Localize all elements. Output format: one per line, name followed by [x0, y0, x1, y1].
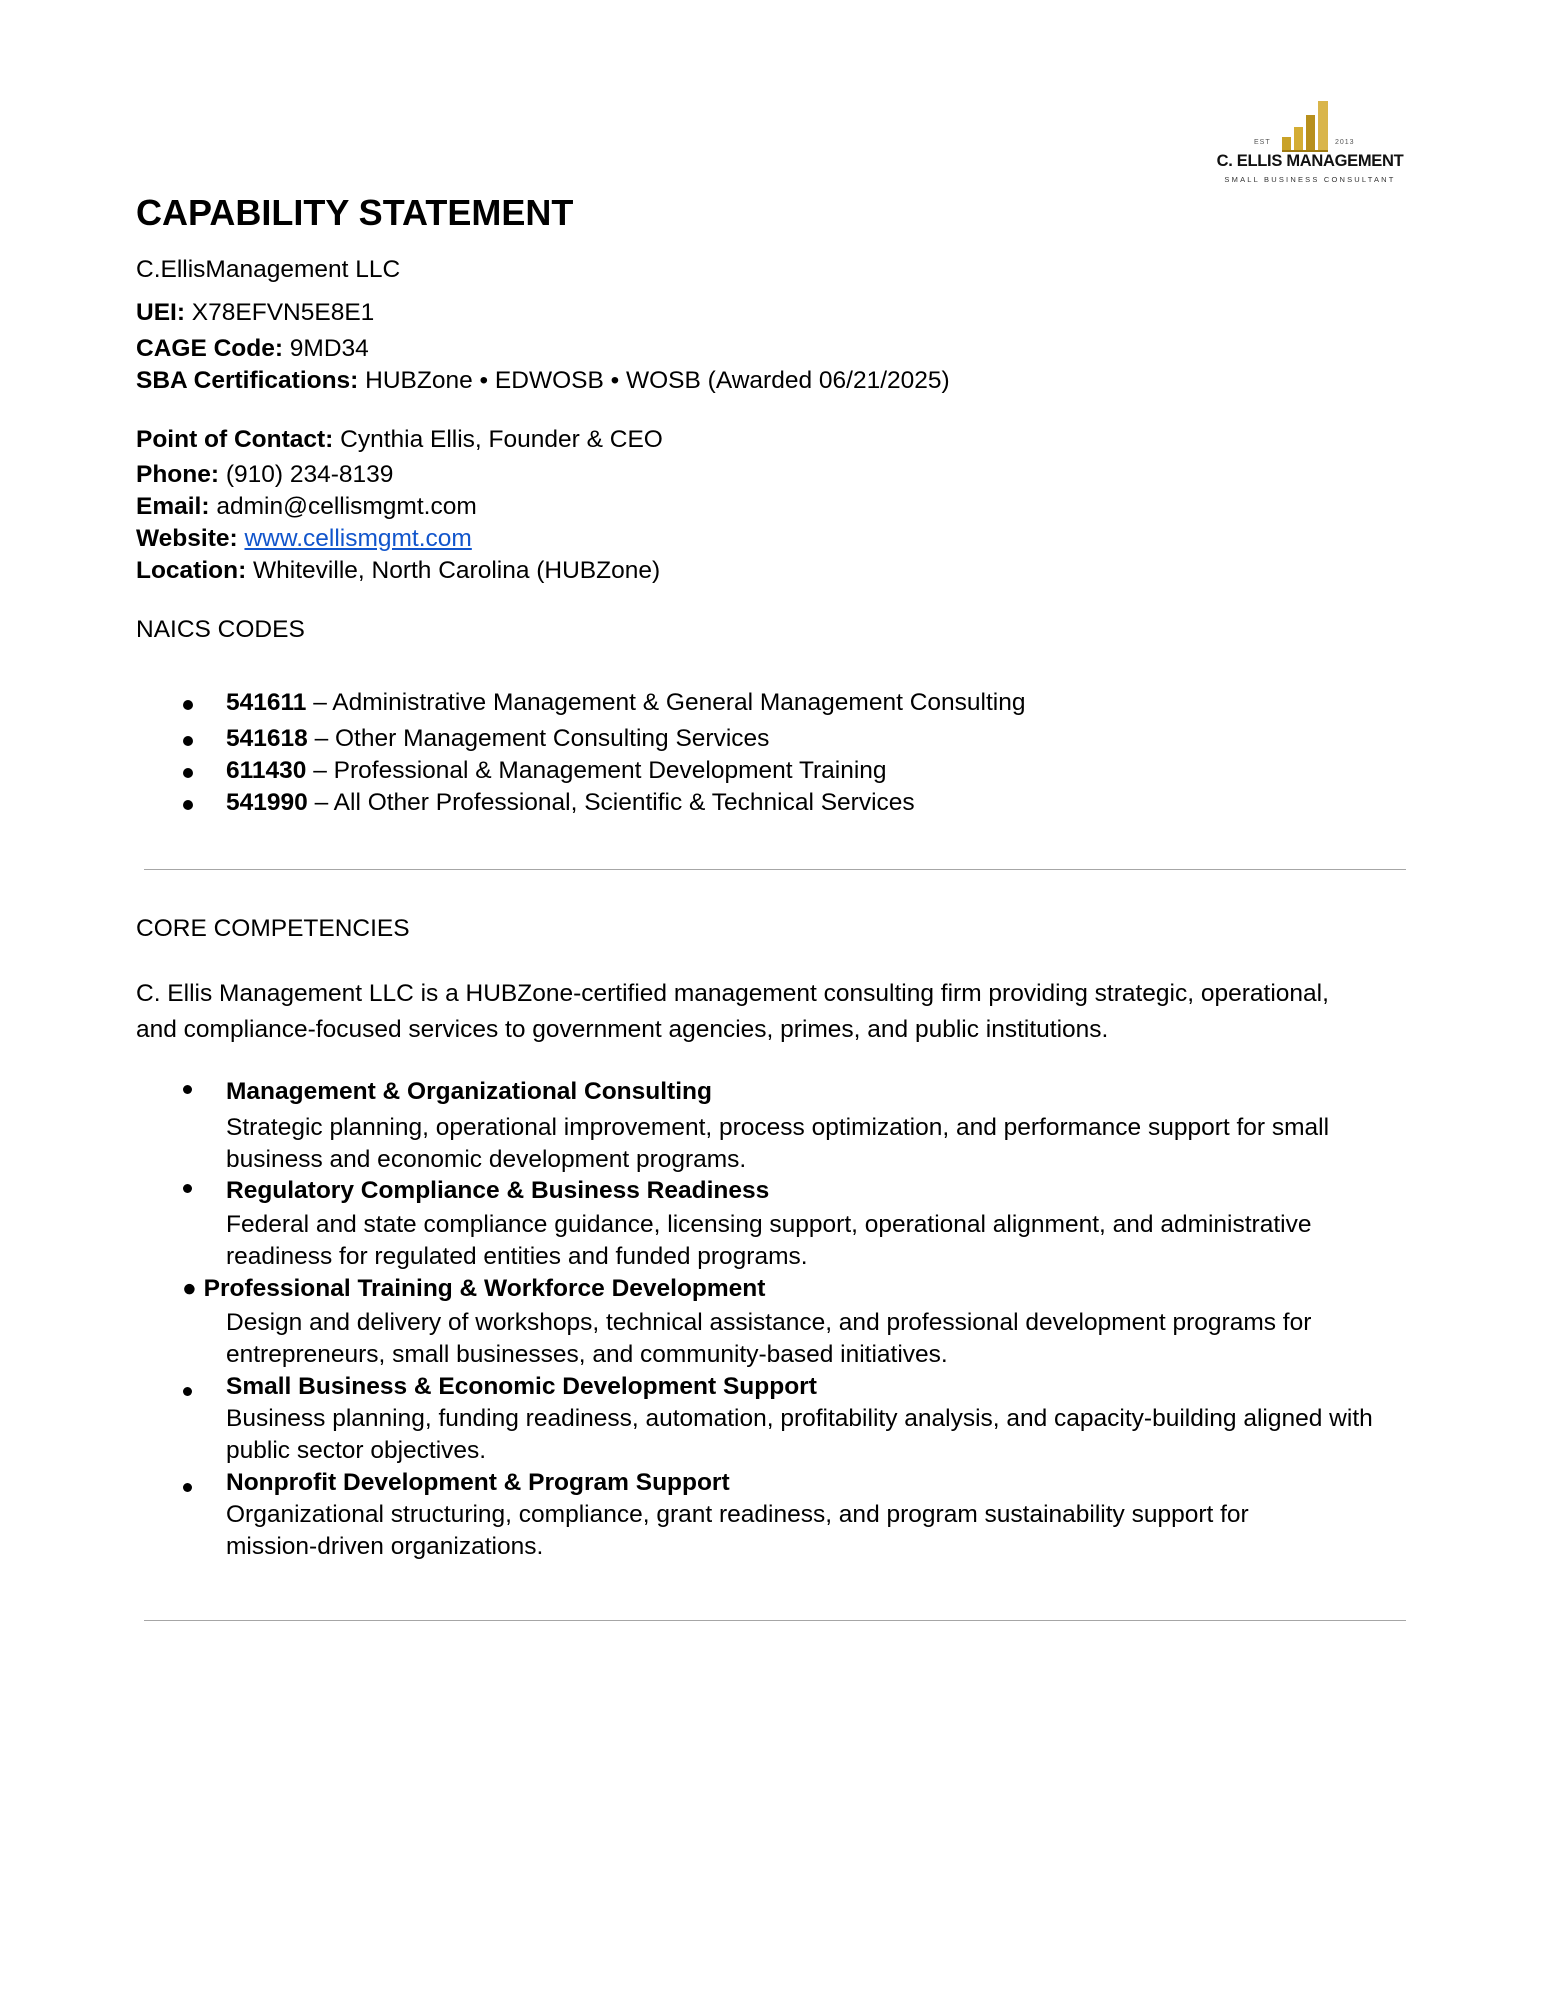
competency-title: Regulatory Compliance & Business Readiness: [226, 1177, 770, 1204]
competency-title: Small Business & Economic Development Support: [226, 1373, 817, 1400]
naics-desc: – Other Management Consulting Services: [307, 725, 770, 752]
phone-label: Phone:: [136, 461, 220, 488]
bullet-icon: [183, 1483, 192, 1492]
email-label: Email:: [136, 493, 210, 520]
poc-line: [136, 425, 663, 455]
naics-item: [226, 724, 769, 754]
competency-title: ● Professional Training & Workforce Development: [182, 1275, 766, 1302]
naics-desc: – Administrative Management & General Management Consulting: [306, 689, 1026, 716]
competency-desc-line1: Design and delivery of workshops, technical assistance, and professional development programs for: [226, 1309, 1312, 1336]
cage-label: CAGE Code:: [136, 335, 283, 362]
uei-value: X78EFVN5E8E1: [185, 299, 375, 326]
sba-label: SBA Certifications:: [136, 367, 359, 394]
poc-value: Cynthia Ellis, Founder & CEO: [333, 426, 663, 453]
core-intro-line2: and compliance-focused services to government agencies, primes, and public institutions.: [136, 1016, 1109, 1043]
cage-line: [136, 334, 369, 364]
competency-desc-line1: Organizational structuring, compliance, grant readiness, and program sustainability support for: [226, 1501, 1249, 1528]
phone-line: [136, 460, 393, 490]
core-intro-line1: C. Ellis Management LLC is a HUBZone-certified management consulting firm providing strategic, operational,: [136, 980, 1329, 1007]
competency-desc-line1: Business planning, funding readiness, automation, profitability analysis, and capacity-building aligned with: [226, 1405, 1373, 1432]
poc-label: Point of Contact:: [136, 426, 334, 453]
bullet-icon: [183, 1387, 192, 1396]
bar-chart-logo-icon: [1200, 95, 1420, 155]
naics-heading: NAICS CODES: [136, 616, 305, 643]
naics-code: 541618: [226, 725, 308, 752]
section-divider: [144, 1620, 1406, 1621]
sba-line: [136, 366, 950, 396]
location-value: Whiteville, North Carolina (HUBZone): [246, 557, 661, 584]
logo-est: EST: [1254, 139, 1271, 146]
bullet-icon: [183, 736, 193, 746]
competency-desc-line2: readiness for regulated entities and funded programs.: [226, 1243, 808, 1270]
bullet-icon: [183, 768, 193, 778]
bullet-icon: [183, 1184, 192, 1193]
naics-item: [226, 756, 887, 786]
competency-desc-line2: mission-driven organizations.: [226, 1533, 544, 1560]
sba-value: HUBZone • EDWOSB • WOSB (Awarded 06/21/2025): [358, 367, 950, 394]
uei-label: UEI:: [136, 299, 185, 326]
email-value: admin@cellismgmt.com: [209, 493, 477, 520]
bullet-icon: [183, 700, 193, 710]
competency-desc-line2: public sector objectives.: [226, 1437, 487, 1464]
naics-desc: – Professional & Management Development Training: [306, 757, 887, 784]
naics-code: 541611: [226, 689, 307, 716]
phone-value: (910) 234-8139: [219, 461, 394, 488]
section-divider: [144, 869, 1406, 870]
bullet-icon: [183, 800, 193, 810]
competency-desc-line1: Federal and state compliance guidance, licensing support, operational alignment, and administrative: [226, 1211, 1312, 1238]
competency-title: Nonprofit Development & Program Support: [226, 1469, 730, 1496]
location-line: [136, 556, 660, 586]
naics-code: 611430: [226, 757, 307, 784]
competency-desc-line2: entrepreneurs, small businesses, and community-based initiatives.: [226, 1341, 948, 1368]
website-line: [136, 524, 472, 554]
website-label: Website:: [136, 525, 238, 552]
logo-name: C. ELLIS MANAGEMENT: [1216, 152, 1404, 170]
competency-desc-line1: Strategic planning, operational improvement, process optimization, and performance support for small: [226, 1114, 1330, 1141]
bullet-icon: [183, 1085, 192, 1094]
company-name: C.EllisManagement LLC: [136, 256, 401, 283]
naics-item: [226, 788, 915, 818]
location-label: Location:: [136, 557, 247, 584]
email-line: [136, 492, 477, 522]
website-link[interactable]: www.cellismgmt.com: [244, 525, 472, 552]
competency-desc-line2: business and economic development programs.: [226, 1146, 747, 1173]
logo-tagline: SMALL BUSINESS CONSULTANT: [1224, 175, 1396, 184]
company-logo: [1200, 95, 1420, 195]
cage-value: 9MD34: [283, 335, 369, 362]
logo-year: 2013: [1335, 139, 1355, 146]
naics-code: 541990: [226, 789, 308, 816]
naics-item: [226, 688, 1025, 718]
competency-title: Management & Organizational Consulting: [226, 1078, 712, 1105]
core-heading: CORE COMPETENCIES: [136, 915, 410, 942]
uei-line: [136, 298, 374, 328]
page-title: CAPABILITY STATEMENT: [136, 192, 574, 233]
naics-desc: – All Other Professional, Scientific & Technical Services: [307, 789, 915, 816]
